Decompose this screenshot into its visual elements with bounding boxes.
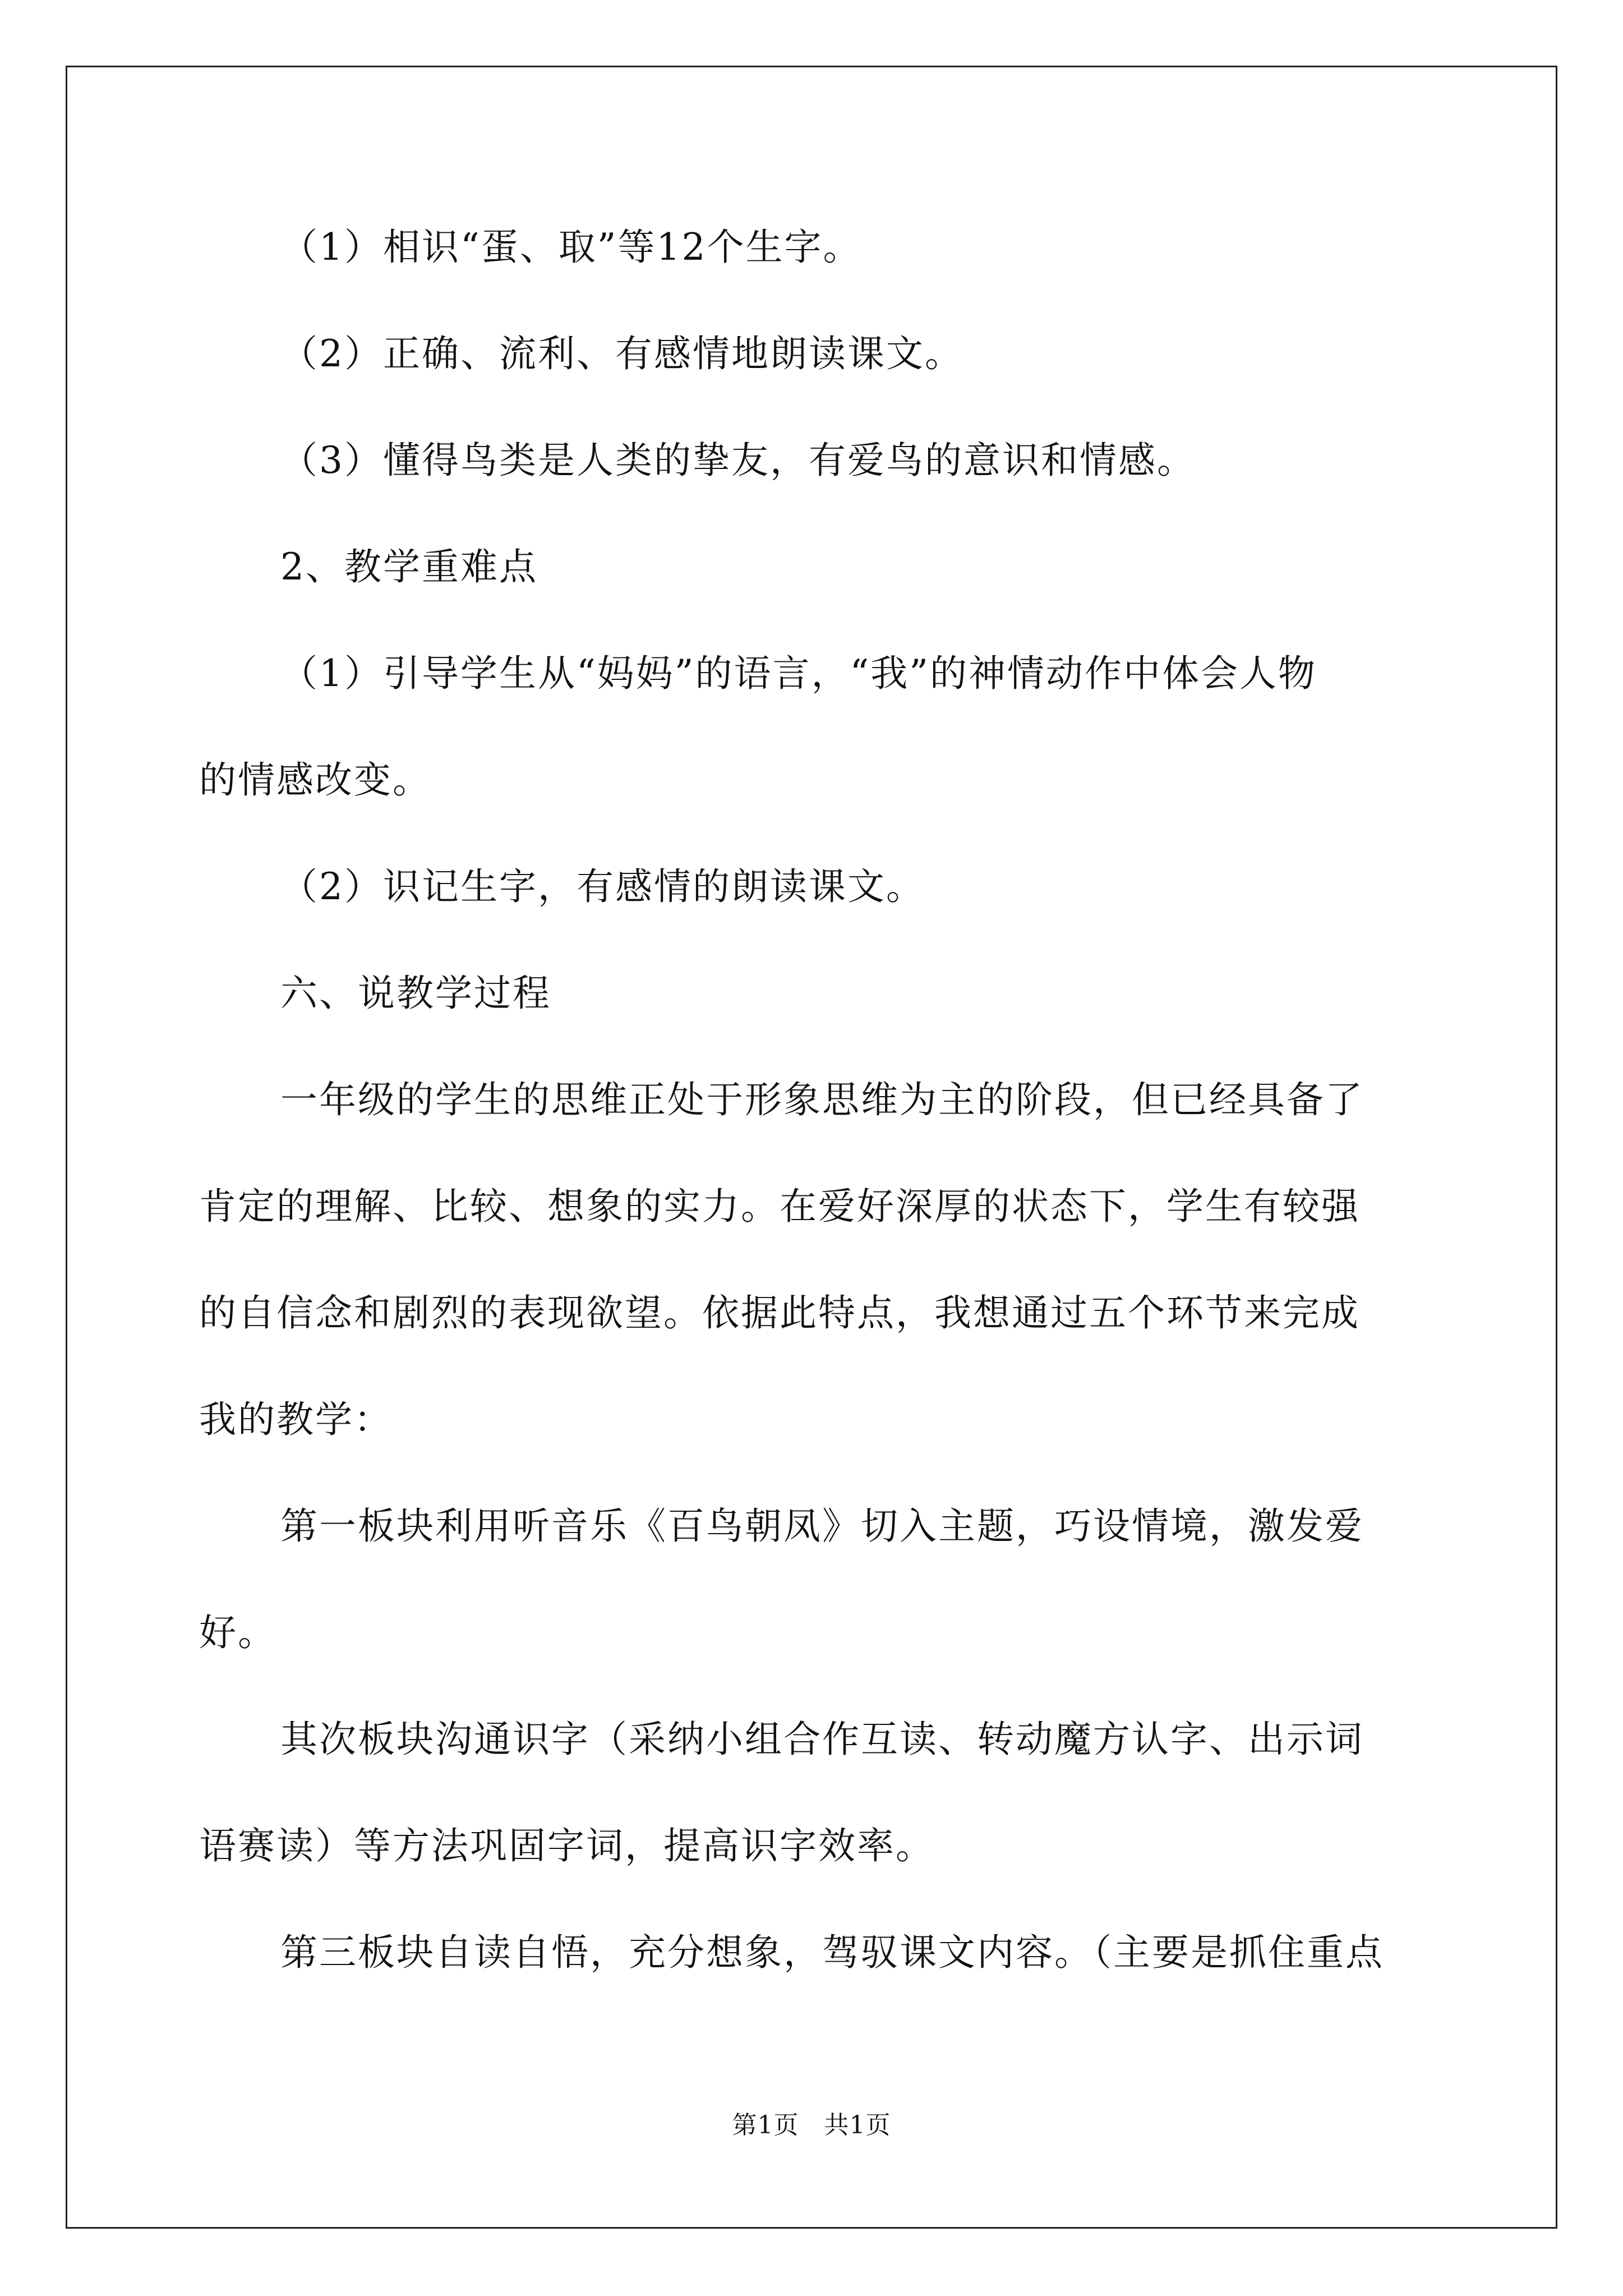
body-line: 第三板块自读自悟，充分想象，驾驭课文内容。（主要是抓住重点 [280,1931,1384,1974]
body-line: 其次板块沟通识字（采纳小组合作互读、转动魔方认字、出示词 [280,1718,1364,1761]
body-line: 第一板块利用听音乐《百鸟朝凤》切入主题，巧设情境，激发爱 [280,1504,1364,1548]
body-line: （1）引导学生从“妈妈”的语言，“我”的神情动作中体会人物 [280,652,1317,695]
body-line: （2）正确、流利、有感情地朗读课文。 [280,332,963,375]
body-line: 好。 [199,1611,276,1654]
body-line: （1）相识“蛋、取”等12个生字。 [280,226,862,269]
body-line: 的情感改变。 [199,758,431,802]
body-line: 语赛读）等方法巩固字词，提高识字效率。 [199,1824,934,1867]
body-line: （2）识记生字，有感情的朗读课文。 [280,865,925,908]
section-heading: 六、说教学过程 [280,972,551,1015]
body-line: 我的教学： [199,1398,393,1441]
body-line: 肯定的理解、比较、想象的实力。在爱好深厚的状态下，学生有较强 [199,1185,1360,1228]
body-line: 的自信念和剧烈的表现欲望。依据此特点，我想通过五个环节来完成 [199,1291,1360,1335]
page-border [66,66,1557,2229]
section-heading: 2、教学重难点 [280,545,538,588]
body-line: 一年级的学生的思维正处于形象思维为主的阶段，但已经具备了 [280,1078,1364,1121]
body-line: （3）懂得鸟类是人类的挚友，有爱鸟的意识和情感。 [280,439,1196,482]
page-footer: 第1页 共1页 [732,2111,891,2139]
